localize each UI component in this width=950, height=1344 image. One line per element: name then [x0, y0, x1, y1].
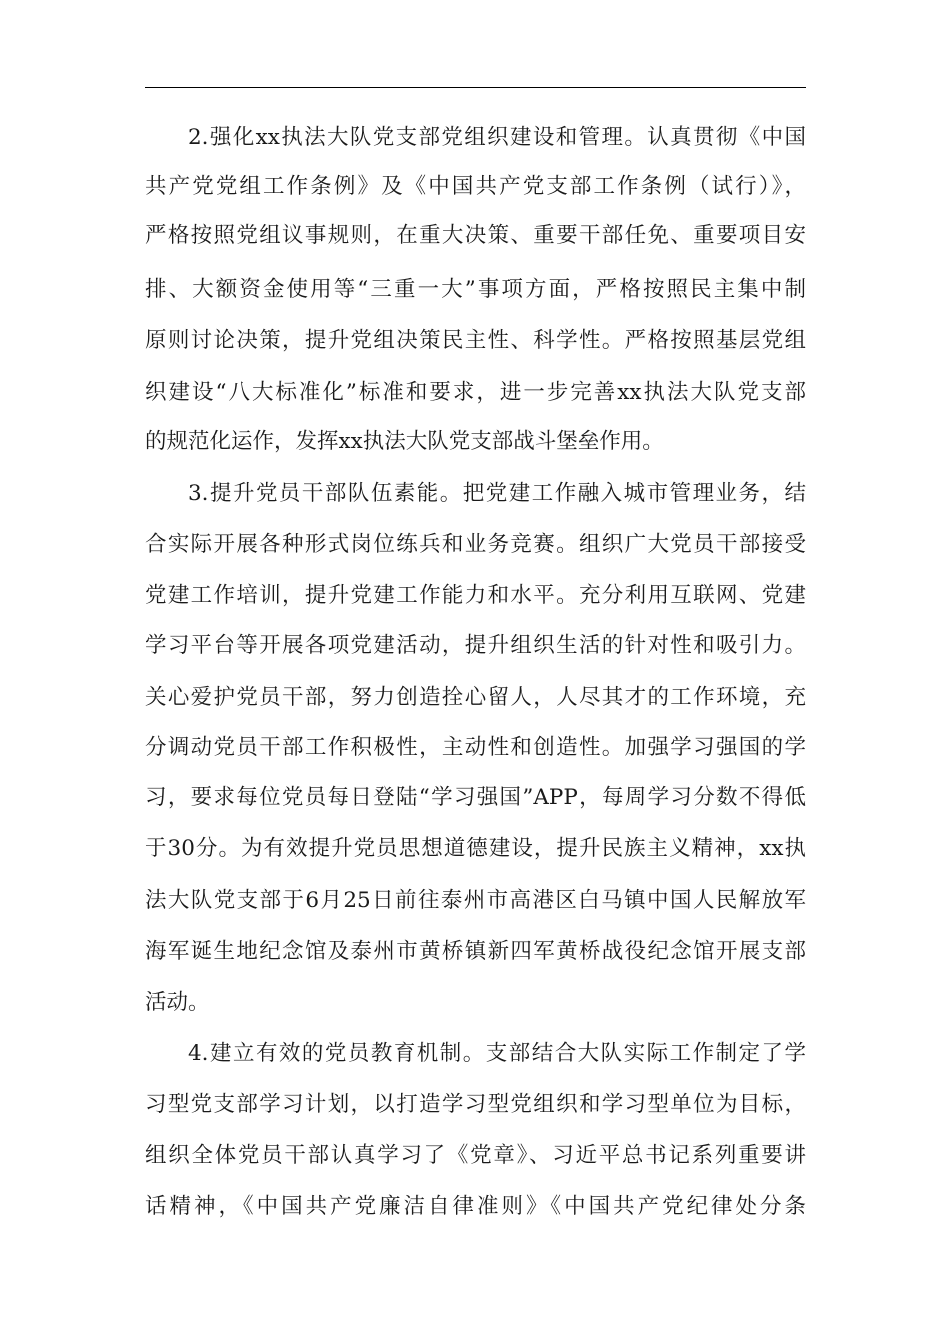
text-line: 关心爱护党员干部，努力创造拴心留人，人尽其才的工作环境，充	[145, 685, 806, 710]
text-line: 合实际开展各种形式岗位练兵和业务竞赛。组织广大党员干部接受	[145, 532, 806, 557]
text-line: 2.强化xx执法大队党支部党组织建设和管理。认真贯彻《中国	[188, 125, 806, 150]
text-line: 党建工作培训，提升党建工作能力和水平。充分利用互联网、党建	[145, 583, 806, 608]
header-rule	[145, 87, 806, 88]
text-line: 海军诞生地纪念馆及泰州市黄桥镇新四军黄桥战役纪念馆开展支部	[145, 939, 806, 964]
text-line: 排、大额资金使用等“三重一大”事项方面，严格按照民主集中制	[145, 277, 806, 302]
text-line: 织建设“八大标准化”标准和要求，进一步完善xx执法大队党支部	[145, 380, 806, 405]
text-line: 话精神，《中国共产党廉洁自律准则》《中国共产党纪律处分条	[145, 1194, 806, 1219]
text-line: 的规范化运作，发挥xx执法大队党支部战斗堡垒作用。	[145, 429, 664, 454]
text-line: 活动。	[145, 990, 210, 1015]
text-line: 严格按照党组议事规则，在重大决策、重要干部任免、重要项目安	[145, 223, 806, 248]
text-line: 习，要求每位党员每日登陆“学习强国”APP，每周学习分数不得低	[145, 785, 806, 810]
text-line: 于30分。为有效提升党员思想道德建设，提升民族主义精神，xx执	[145, 836, 806, 861]
text-line: 3.提升党员干部队伍素能。把党建工作融入城市管理业务，结	[188, 481, 806, 506]
text-line: 4.建立有效的党员教育机制。支部结合大队实际工作制定了学	[188, 1041, 806, 1066]
text-line: 习型党支部学习计划，以打造学习型党组织和学习型单位为目标，	[145, 1092, 806, 1117]
text-line: 原则讨论决策，提升党组决策民主性、科学性。严格按照基层党组	[145, 328, 806, 353]
text-line: 学习平台等开展各项党建活动，提升组织生活的针对性和吸引力。	[145, 633, 806, 658]
text-line: 法大队党支部于6月25日前往泰州市高港区白马镇中国人民解放军	[145, 888, 806, 913]
text-line: 共产党党组工作条例》及《中国共产党支部工作条例（试行）》，	[145, 174, 806, 199]
text-line: 分调动党员干部工作积极性，主动性和创造性。加强学习强国的学	[145, 735, 806, 760]
text-line: 组织全体党员干部认真学习了《党章》、习近平总书记系列重要讲	[145, 1143, 806, 1168]
